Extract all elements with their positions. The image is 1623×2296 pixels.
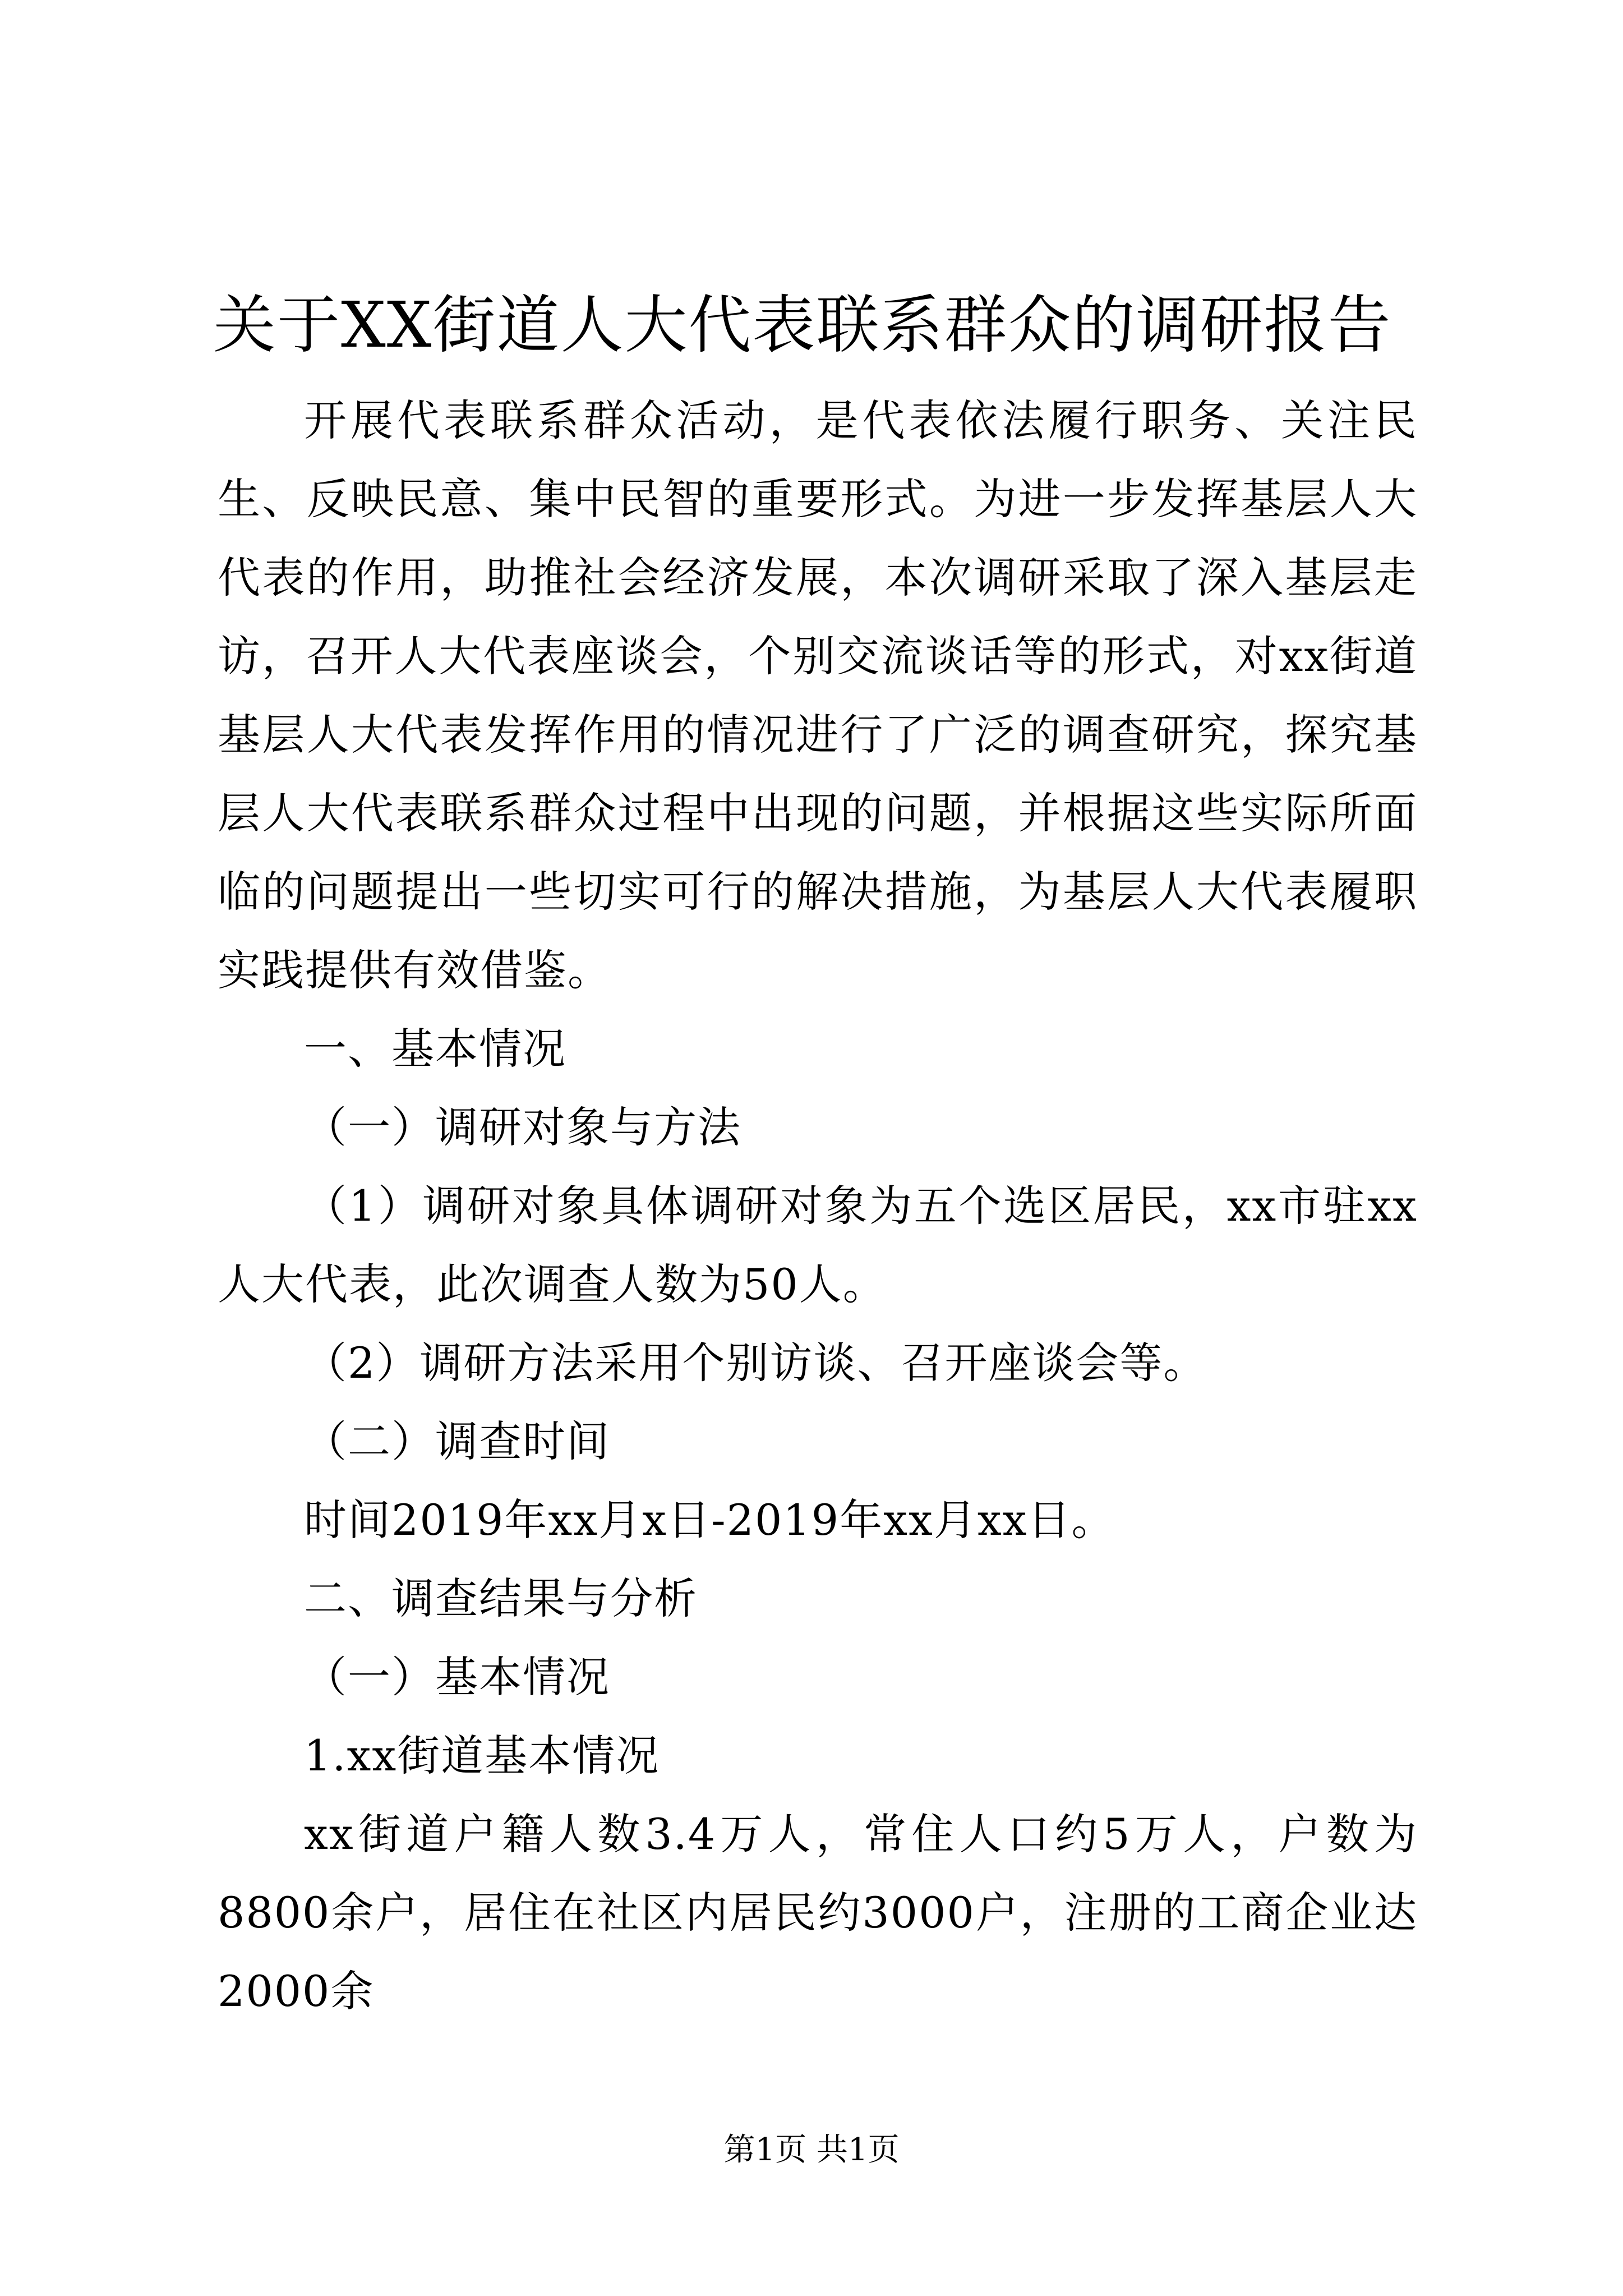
document-body [218,381,1418,2031]
paragraph-research-methods: （2）调研方法采用个别访谈、召开座谈会等。 [304,1338,1207,1388]
intro-paragraph: 开展代表联系群众活动，是代表依法履行职务、关注民生、反映民意、集中民智的重要形式。为进一步发挥基层人大代表的作用，助推社会经济发展，本次调研采取了深入基层走访，召开人大代表座谈会，个别交流谈话等的形式，对xx街道基层人大代表发挥作用的情况进行了广泛的调查研究，探究基层人大代表联系群众过程中出现的问题，并根据这些实际所面临的问题提出一些切实可行的解决措施，为基层人大代表履职实践提供有效借鉴。 [218,395,1418,995]
section-heading-results: 二、调查结果与分析 [304,1573,698,1623]
subsection-heading-subjects-methods: （一）调研对象与方法 [304,1102,741,1152]
page-number-footer: 第1页 共1页 [723,2132,900,2168]
subsection-heading-basic-situation: （一）基本情况 [304,1652,610,1702]
paragraph-survey-time: 时间2019年xx月x日-2019年xx月xx日。 [304,1495,1115,1545]
paragraph-street-statistics: xx街道户籍人数3.4万人，常住人口约5万人，户数为8800余户，居住在社区内居民约3000户，注册的工商企业达2000余 [218,1809,1418,2016]
item-heading-street-basics: 1.xx街道基本情况 [304,1731,660,1780]
section-heading-basic: 一、基本情况 [304,1024,566,1074]
paragraph-research-subjects: （1）调研对象具体调研对象为五个选区居民，xx市驻xx人大代表，此次调查人数为50人。 [218,1181,1418,1309]
subsection-heading-survey-time: （二）调查时间 [304,1416,610,1466]
document-title: 关于XX街道人大代表联系群众的调研报告 [213,289,1392,362]
